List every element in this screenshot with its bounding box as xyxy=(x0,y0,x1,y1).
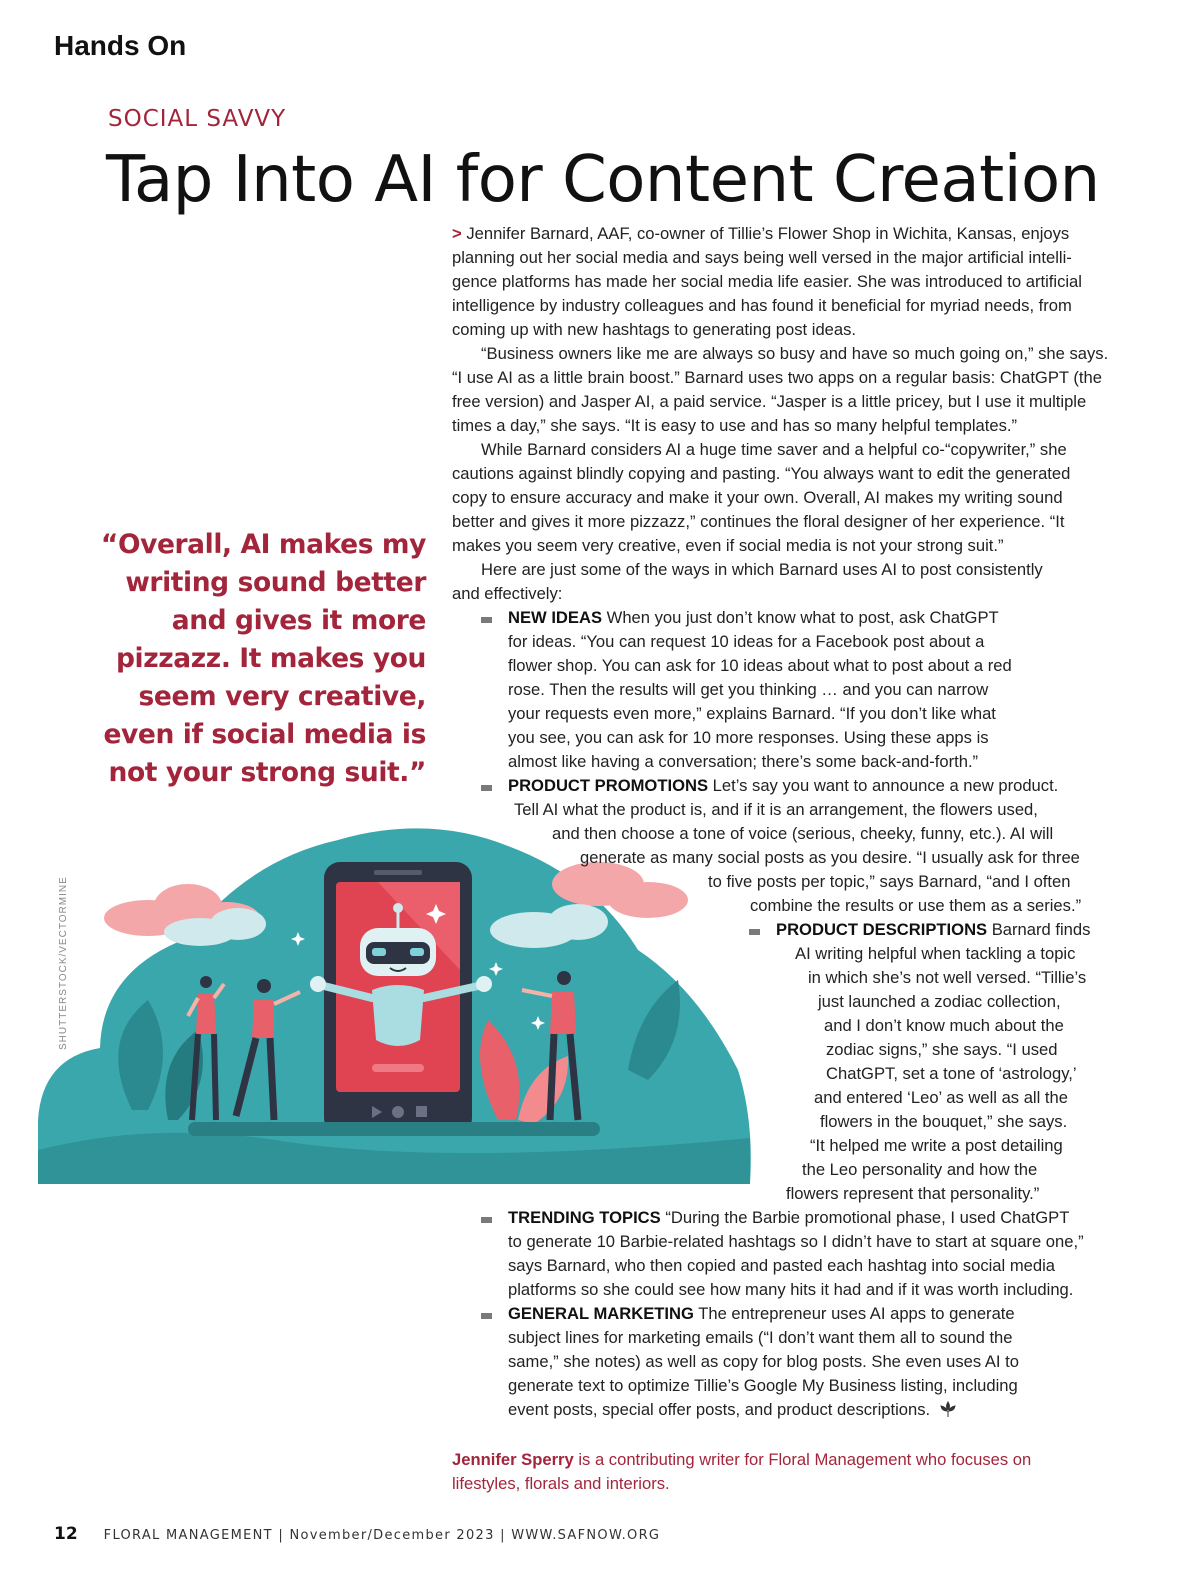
body-line: times a day,” she says. “It is easy to use and has so many helpful templates.” xyxy=(452,416,1018,435)
pull-quote-line: writing sound better xyxy=(125,567,426,598)
author-name: Jennifer Sperry xyxy=(452,1450,574,1469)
body-line: free version) and Jasper AI, a paid service. “Jasper is a little pricey, but I use it multiple xyxy=(452,392,1087,411)
body-line: Tell AI what the product is, and if it is an arrangement, the flowers used, xyxy=(514,800,1038,819)
body-line: combine the results or use them as a series.” xyxy=(750,896,1082,915)
body-line: for ideas. “You can request 10 ideas for a Facebook post about a xyxy=(508,632,985,651)
body-line: rose. Then the results will get you thinking … and you can narrow xyxy=(508,680,989,699)
bullet-icon xyxy=(749,929,760,935)
body-line: flower shop. You can ask for 10 ideas about what to post about a red xyxy=(508,656,1012,675)
body-line: makes you seem very creative, even if social media is not your strong suit.” xyxy=(452,536,1004,555)
author-bio xyxy=(452,1448,1092,1496)
body-line: gence platforms has made her social media life easier. She was introduced to artificial xyxy=(452,272,1082,291)
body-line: coming up with new hashtags to generating post ideas. xyxy=(452,320,857,339)
page-footer xyxy=(54,1524,660,1544)
bullet-product-descriptions: PRODUCT DESCRIPTIONS Barnard finds xyxy=(776,920,1091,939)
bullet-icon xyxy=(481,1217,492,1223)
intro-line: > Jennifer Barnard, AAF, co-owner of Tillie’s Flower Shop in Wichita, Kansas, enjoys xyxy=(452,224,1070,243)
pull-quote-line: “Overall, AI makes my xyxy=(100,529,426,560)
body-line: event posts, special offer posts, and product descriptions. xyxy=(508,1398,957,1422)
footer-text: FLORAL MANAGEMENT | November/December 2023 | WWW.SAFNOW.ORG xyxy=(103,1528,661,1543)
headline: Tap Into AI for Content Creation xyxy=(106,143,1100,217)
image-credit: SHUTTERSTOCK/VECTORMINE xyxy=(58,876,69,1050)
body-line: same,” she notes) as well as copy for blog posts. She even uses AI to xyxy=(508,1352,1019,1371)
body-line: just launched a zodiac collection, xyxy=(818,992,1061,1011)
page-number: 12 xyxy=(54,1524,78,1544)
body-line: generate as many social posts as you desire. “I usually ask for three xyxy=(580,848,1080,867)
body-line: to generate 10 Barbie-related hashtags so I didn’t have to start at square one,” xyxy=(508,1232,1084,1251)
home-icon xyxy=(392,1106,404,1118)
pull-quote-line: even if social media is xyxy=(103,719,426,750)
body-line: “I use AI as a little brain boost.” Barnard uses two apps on a regular basis: ChatGPT (the xyxy=(452,368,1102,387)
body-line: Here are just some of the ways in which Barnard uses AI to post consistently xyxy=(481,560,1043,579)
pull-quote xyxy=(100,526,426,792)
bullet-icon xyxy=(481,617,492,623)
body-line: you see, you can ask for 10 more responses. Using these apps is xyxy=(508,728,989,747)
bullet-icon xyxy=(481,785,492,791)
body-line: intelligence by industry colleagues and has found it beneficial for myriad needs, from xyxy=(452,296,1072,315)
body-line: almost like having a conversation; there’s some back-and-forth.” xyxy=(508,752,979,771)
body-line: to five posts per topic,” says Barnard, “and I often xyxy=(708,872,1071,891)
bullet-general-marketing: GENERAL MARKETING The entrepreneur uses AI apps to generate xyxy=(508,1304,1015,1323)
bullet-product-promotions: PRODUCT PROMOTIONS Let’s say you want to announce a new product. xyxy=(508,776,1059,795)
body-line: and I don’t know much about the xyxy=(824,1016,1064,1035)
intro-arrow-icon: > xyxy=(452,224,462,243)
body-line: “Business owners like me are always so busy and have so much going on,” she says. xyxy=(481,344,1109,363)
pull-quote-line: seem very creative, xyxy=(138,681,426,712)
pull-quote-line: pizzazz. It makes you xyxy=(115,643,426,674)
body-line: and effectively: xyxy=(452,584,563,603)
body-line: zodiac signs,” she says. “I used xyxy=(826,1040,1058,1059)
body-line: and then choose a tone of voice (serious, cheeky, funny, etc.). AI will xyxy=(552,824,1054,843)
body-line: the Leo personality and how the xyxy=(802,1160,1038,1179)
author-bio-text: is a contributing writer for Floral Management who focuses on lifestyles, florals and interiors. xyxy=(452,1450,1032,1493)
body-line: cautions against blindly copying and pasting. “You always want to edit the generated xyxy=(452,464,1071,483)
bullet-trending-topics: TRENDING TOPICS “During the Barbie promotional phase, I used ChatGPT xyxy=(508,1208,1070,1227)
kicker: SOCIAL SAVVY xyxy=(108,106,287,132)
body-line: AI writing helpful when tackling a topic xyxy=(795,944,1076,963)
body-line: platforms so she could see how many hits it had and if it was worth including. xyxy=(508,1280,1074,1299)
section-label: Hands On xyxy=(54,30,187,61)
body-line: in which she’s not well versed. “Tillie’s xyxy=(808,968,1087,987)
body-line: “It helped me write a post detailing xyxy=(810,1136,1063,1155)
body-line: copy to ensure accuracy and make it your own. Overall, AI makes my writing sound xyxy=(452,488,1063,507)
square-icon xyxy=(416,1106,427,1117)
body-line: says Barnard, who then copied and pasted each hashtag into social media xyxy=(508,1256,1056,1275)
body-line: subject lines for marketing emails (“I don’t want them all to sound the xyxy=(508,1328,1013,1347)
body-line: and entered ‘Leo’ as well as all the xyxy=(814,1088,1068,1107)
bullet-icon xyxy=(481,1313,492,1319)
body-line: flowers in the bouquet,” she says. xyxy=(820,1112,1068,1131)
end-mark-icon xyxy=(939,1400,957,1418)
body-line: generate text to optimize Tillie’s Google My Business listing, including xyxy=(508,1376,1018,1395)
bullet-new-ideas: NEW IDEAS When you just don’t know what to post, ask ChatGPT xyxy=(508,608,999,627)
pull-quote-line: not your strong suit.” xyxy=(108,757,426,788)
body-line: better and gives it more pizzazz,” continues the floral designer of her experience. “It xyxy=(452,512,1065,531)
body-line: flowers represent that personality.” xyxy=(786,1184,1040,1203)
body-line: ChatGPT, set a tone of ‘astrology,’ xyxy=(826,1064,1077,1083)
body-line: planning out her social media and says being well versed in the major artificial intelli- xyxy=(452,248,1072,267)
body-line: your requests even more,” explains Barnard. “If you don’t like what xyxy=(508,704,996,723)
pull-quote-line: and gives it more xyxy=(171,605,426,636)
body-line: While Barnard considers AI a huge time saver and a helpful co-“copywriter,” she xyxy=(481,440,1067,459)
ground-shadow xyxy=(188,1122,600,1136)
robot-phone-illustration xyxy=(38,820,758,1188)
